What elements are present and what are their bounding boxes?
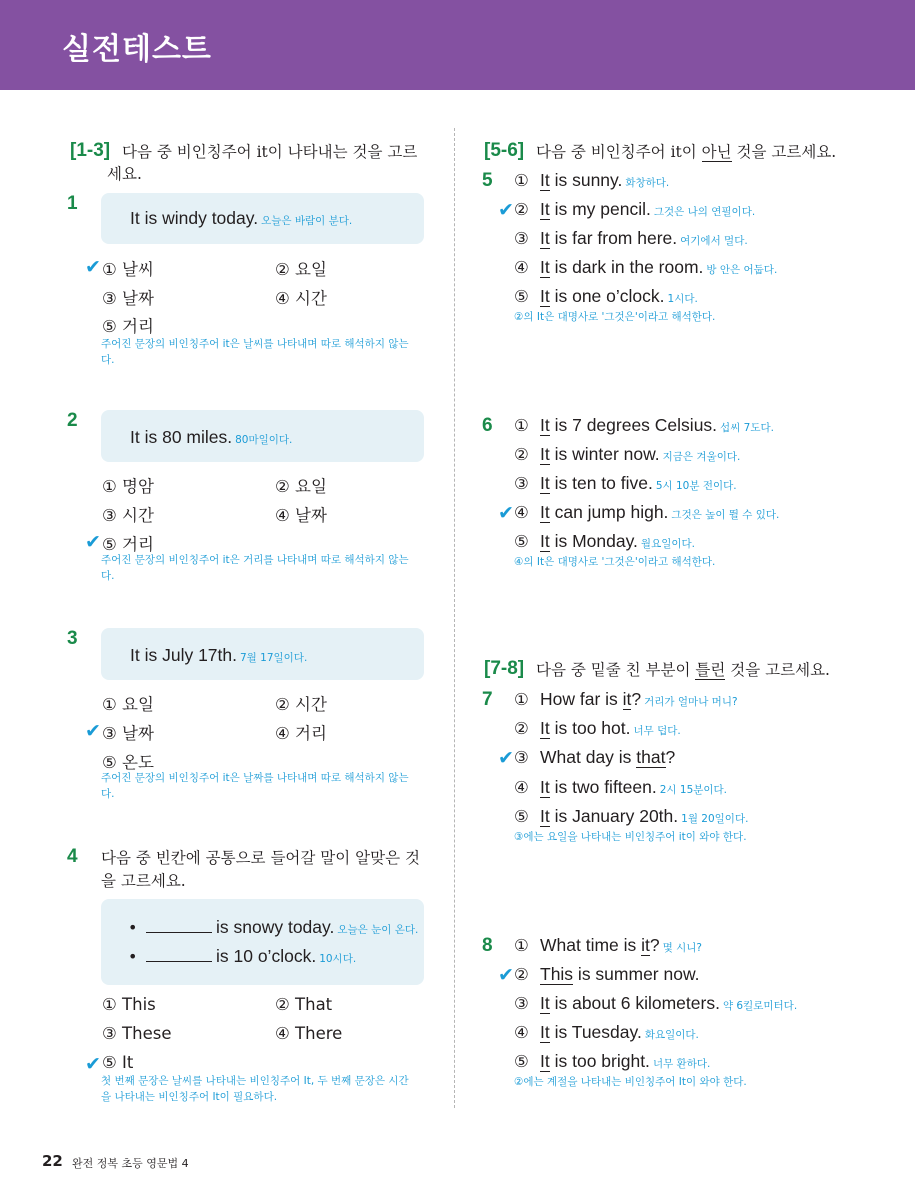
option-number: ⑤ xyxy=(514,287,529,306)
question-number-5: 5 xyxy=(482,170,493,191)
group-instruction-1-3-line2: 세요. xyxy=(107,165,142,183)
option-2[interactable]: ② 요일 xyxy=(275,260,327,279)
explanation: ④의 It은 대명사로 '그것은'이라고 해석한다. xyxy=(514,556,716,568)
option-translation: 섭씨 7도다. xyxy=(720,422,774,434)
option-text: can jump high. xyxy=(549,502,669,522)
option-text: is one o’clock. xyxy=(549,286,665,306)
option-1[interactable] xyxy=(514,170,669,191)
option-translation: 그것은 높이 뛸 수 있다. xyxy=(671,509,780,521)
group-label-7-8: [7-8] xyxy=(484,658,525,679)
question-number-6: 6 xyxy=(482,415,493,436)
option-text: is ten to five. xyxy=(549,473,653,493)
page-number: 22 xyxy=(42,1152,63,1170)
option-number: ① xyxy=(514,416,529,435)
option-4[interactable]: ④ 거리 xyxy=(275,724,327,743)
option-5[interactable]: ⑤ 거리 xyxy=(102,317,154,336)
instruction-text: 것을 고르세요. xyxy=(725,661,830,679)
question-instruction-line1: 다음 중 빈칸에 공통으로 들어갈 말이 알맞은 것 xyxy=(101,849,420,867)
answer-check-icon: ✔ xyxy=(85,256,101,278)
option-text: ? xyxy=(665,747,676,767)
option-5[interactable] xyxy=(514,531,695,552)
option-number: ④ xyxy=(514,778,529,797)
option-text: How far is xyxy=(540,689,623,709)
option-text: is far from here. xyxy=(549,228,678,248)
group-instruction-7-8 xyxy=(536,658,830,682)
question-number-2: 2 xyxy=(67,410,78,431)
question-box-3 xyxy=(101,628,424,680)
option-1[interactable] xyxy=(514,935,702,956)
option-text: is about 6 kilometers. xyxy=(549,993,720,1013)
option-text: is January 20th. xyxy=(549,806,679,826)
book-title: 완전 정복 초등 영문법 4 xyxy=(72,1157,189,1170)
option-translation: 방 안은 어둡다. xyxy=(706,264,778,276)
option-4[interactable] xyxy=(514,257,777,278)
page-header xyxy=(0,0,915,90)
option-number: ⑤ xyxy=(514,532,529,551)
option-2[interactable]: ② That xyxy=(275,995,333,1014)
option-1[interactable] xyxy=(514,415,774,436)
explanation-line1: 첫 번째 문장은 날씨를 나타내는 비인칭주어 It, 두 번째 문장은 시간 xyxy=(101,1075,409,1087)
explanation-line2: 을 나타내는 비인칭주어 It이 필요하다. xyxy=(101,1091,278,1103)
question-number-3: 3 xyxy=(67,628,78,649)
option-translation: 화창하다. xyxy=(625,177,670,189)
underlined-word: It xyxy=(540,286,550,306)
option-3[interactable] xyxy=(514,473,737,494)
option-text: ? xyxy=(649,935,660,955)
underlined-word: This xyxy=(540,964,574,984)
question-number-1: 1 xyxy=(67,193,78,214)
option-number: ⑤ xyxy=(514,1052,529,1071)
question-box-4 xyxy=(101,899,424,985)
option-text: is dark in the room. xyxy=(549,257,704,277)
option-3[interactable] xyxy=(514,228,748,249)
explanation-line2: 다. xyxy=(101,788,115,800)
option-number: ① xyxy=(514,690,529,709)
underlined-word: It xyxy=(540,502,550,522)
option-number: ④ xyxy=(514,258,529,277)
option-number: ② xyxy=(514,445,529,464)
question-box-2 xyxy=(101,410,424,462)
answer-check-icon: ✔ xyxy=(85,720,101,742)
answer-check-icon: ✔ xyxy=(498,502,514,524)
option-4[interactable]: ④ There xyxy=(275,1024,343,1043)
option-2[interactable] xyxy=(514,199,755,220)
option-2[interactable] xyxy=(514,964,700,985)
option-number: ② xyxy=(514,200,529,219)
option-number: ④ xyxy=(514,503,529,522)
option-5[interactable] xyxy=(514,286,698,307)
option-translation: 몇 시니? xyxy=(662,942,702,954)
page-title: 실전테스트 xyxy=(62,32,212,67)
sentence-translation: 오늘은 눈이 온다. xyxy=(337,924,419,936)
instruction-text: 다음 중 비인칭주어 it이 xyxy=(536,143,702,161)
option-translation: 여기에서 멀다. xyxy=(680,235,748,247)
question-number-8: 8 xyxy=(482,935,493,956)
underlined-word: it xyxy=(622,689,632,709)
option-text: is winter now. xyxy=(549,444,660,464)
option-number: ① xyxy=(514,936,529,955)
option-translation: 그것은 나의 연필이다. xyxy=(653,206,756,218)
option-2[interactable]: ② 요일 xyxy=(275,477,327,496)
underlined-word: It xyxy=(540,473,550,493)
option-text: is Tuesday. xyxy=(549,1022,642,1042)
explanation: ③에는 요일을 나타내는 비인칭주어 it이 와야 한다. xyxy=(514,831,747,843)
option-4[interactable] xyxy=(514,502,779,523)
option-3[interactable]: ③ 날짜 xyxy=(102,289,154,308)
option-text: is 7 degrees Celsius. xyxy=(549,415,718,435)
underlined-word: It xyxy=(540,806,550,826)
sentence-translation: 10시다. xyxy=(319,953,357,965)
option-translation: 약 6킬로미터다. xyxy=(722,1000,798,1012)
instruction-underlined: 아닌 xyxy=(701,143,732,161)
option-translation: 1시다. xyxy=(667,293,698,305)
option-2[interactable] xyxy=(514,718,681,739)
question-sentence: It is 80 miles. xyxy=(130,427,233,447)
underlined-word: It xyxy=(540,170,550,190)
option-translation: 월요일이다. xyxy=(640,538,695,550)
answer-blank xyxy=(146,946,212,962)
option-translation: 5시 10분 전이다. xyxy=(655,480,737,492)
option-3[interactable]: ③ 날짜 xyxy=(102,724,154,743)
option-3[interactable] xyxy=(514,993,797,1014)
option-text: is sunny. xyxy=(549,170,623,190)
option-text: is too bright. xyxy=(549,1051,650,1071)
answer-blank xyxy=(146,917,212,933)
explanation-line2: 다. xyxy=(101,570,115,582)
underlined-word: It xyxy=(540,199,550,219)
option-translation: 화요일이다. xyxy=(644,1029,699,1041)
bullet: • xyxy=(128,918,138,937)
question-sentence: It is July 17th. xyxy=(130,645,237,665)
option-3[interactable]: ③ These xyxy=(102,1024,172,1043)
option-number: ③ xyxy=(514,229,529,248)
instruction-underlined: 틀린 xyxy=(695,661,726,679)
underlined-word: It xyxy=(540,444,550,464)
option-translation: 거리가 얼마나 머니? xyxy=(644,696,738,708)
underlined-word: It xyxy=(540,228,550,248)
question-instruction-line2: 을 고르세요. xyxy=(101,872,186,890)
sentence-text: is snowy today. xyxy=(216,917,335,937)
option-translation: 지금은 겨울이다. xyxy=(662,451,741,463)
sentence-translation: 오늘은 바람이 분다. xyxy=(261,215,353,227)
column-divider xyxy=(454,128,455,1108)
option-translation: 너무 덥다. xyxy=(633,725,681,737)
answer-check-icon: ✔ xyxy=(85,531,101,553)
option-translation: 너무 환하다. xyxy=(652,1058,711,1070)
option-1[interactable] xyxy=(514,689,738,710)
underlined-word: It xyxy=(540,257,550,277)
underlined-word: It xyxy=(540,1022,550,1042)
underlined-word: It xyxy=(540,777,550,797)
option-4[interactable]: ④ 날짜 xyxy=(275,506,327,525)
option-text: is too hot. xyxy=(549,718,631,738)
option-5[interactable]: ⑤ It xyxy=(102,1053,134,1072)
underlined-word: it xyxy=(641,935,650,955)
option-4[interactable] xyxy=(514,777,727,798)
question-sentence: It is windy today. xyxy=(130,208,259,228)
explanation: ②의 It은 대명사로 '그것은'이라고 해석한다. xyxy=(514,311,716,323)
option-1[interactable]: ① 날씨 xyxy=(102,260,154,279)
question-number-4: 4 xyxy=(67,846,78,867)
sentence-translation: 7월 17일이다. xyxy=(240,652,308,664)
option-text: is two fifteen. xyxy=(549,777,657,797)
option-translation: 2시 15분이다. xyxy=(659,784,728,796)
underlined-word: It xyxy=(540,993,550,1013)
question-number-7: 7 xyxy=(482,689,493,710)
instruction-text: 것을 고르세요. xyxy=(731,143,837,161)
option-number: ⑤ xyxy=(514,807,529,826)
group-instruction-5-6 xyxy=(536,140,836,164)
option-1[interactable]: ① This xyxy=(102,995,156,1014)
question-box-1 xyxy=(101,193,424,244)
option-2[interactable] xyxy=(514,444,740,465)
underlined-word: It xyxy=(540,531,550,551)
instruction-text: 다음 중 밑줄 친 부분이 xyxy=(536,661,696,679)
answer-check-icon: ✔ xyxy=(498,199,514,221)
group-label-1-3: [1-3] xyxy=(70,140,111,161)
option-5[interactable]: ⑤ 온도 xyxy=(102,753,154,772)
answer-check-icon: ✔ xyxy=(85,1053,101,1075)
option-number: ③ xyxy=(514,994,529,1013)
option-text: is Monday. xyxy=(549,531,638,551)
explanation-line2: 다. xyxy=(101,354,115,366)
bullet: • xyxy=(128,947,138,966)
option-5[interactable] xyxy=(514,1051,710,1072)
option-4[interactable] xyxy=(514,1022,699,1043)
option-number: ③ xyxy=(514,748,529,767)
underlined-word: that xyxy=(636,747,666,767)
underlined-word: It xyxy=(540,415,550,435)
group-label-5-6: [5-6] xyxy=(484,140,525,161)
option-text: is my pencil. xyxy=(549,199,651,219)
underlined-word: It xyxy=(540,718,550,738)
option-number: ③ xyxy=(514,474,529,493)
option-1[interactable]: ① 요일 xyxy=(102,695,154,714)
sentence-translation: 80마일이다. xyxy=(235,434,293,446)
option-number: ② xyxy=(514,719,529,738)
sentence-text: is 10 o’clock. xyxy=(216,946,317,966)
option-3[interactable] xyxy=(514,747,675,768)
answer-check-icon: ✔ xyxy=(498,964,514,986)
option-number: ② xyxy=(514,965,529,984)
option-3[interactable]: ③ 시간 xyxy=(102,506,154,525)
option-number: ④ xyxy=(514,1023,529,1042)
option-text: is summer now. xyxy=(573,964,700,984)
option-1[interactable]: ① 명암 xyxy=(102,477,154,496)
option-5[interactable]: ⑤ 거리 xyxy=(102,535,154,554)
option-4[interactable]: ④ 시간 xyxy=(275,289,327,308)
explanation: ②에는 계절을 나타내는 비인칭주어 It이 와야 한다. xyxy=(514,1076,747,1088)
option-number: ① xyxy=(514,171,529,190)
explanation-line1: 주어진 문장의 비인칭주어 it은 날씨를 나타내며 따로 해석하지 않는 xyxy=(101,338,409,350)
option-translation: 1월 20일이다. xyxy=(681,813,749,825)
blank-sentence-2 xyxy=(128,946,424,967)
underlined-word: It xyxy=(540,1051,550,1071)
explanation-line1: 주어진 문장의 비인칭주어 it은 날짜를 나타내며 따로 해석하지 않는 xyxy=(101,772,409,784)
option-text: ? xyxy=(631,689,642,709)
answer-check-icon: ✔ xyxy=(498,747,514,769)
option-2[interactable]: ② 시간 xyxy=(275,695,327,714)
option-text: What day is xyxy=(540,747,637,767)
option-text: What time is xyxy=(540,935,642,955)
explanation-line1: 주어진 문장의 비인칭주어 it은 거리를 나타내며 따로 해석하지 않는 xyxy=(101,554,409,566)
blank-sentence-1 xyxy=(128,917,424,946)
group-instruction-1-3-line1: 다음 중 비인칭주어 it이 나타내는 것을 고르 xyxy=(122,143,418,161)
option-5[interactable] xyxy=(514,806,748,827)
